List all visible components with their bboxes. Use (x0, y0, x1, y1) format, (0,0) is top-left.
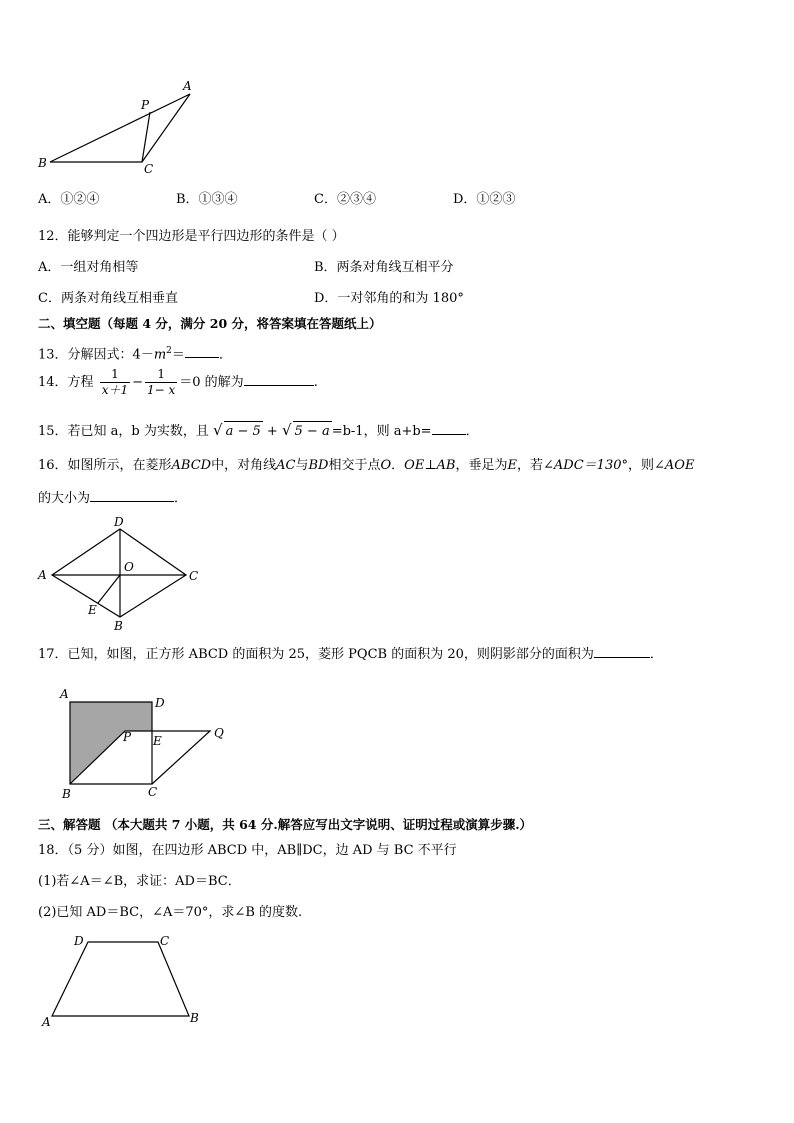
q12-option-d: D．一对邻角的和为 180° (314, 291, 464, 306)
trapezoid-abcd (52, 942, 189, 1016)
label-b: B (38, 156, 47, 170)
q11-option-a: A．①②④ (38, 192, 100, 207)
q14-fraction-2: $\frac{1}{1- x}$ (147, 367, 176, 397)
label-b: B (190, 1011, 199, 1025)
q14: 14．方程 $\frac{1}{x+1}$ − $\frac{1}{1- x}$ ＝0 的解为 . (38, 367, 318, 397)
label-a: A (183, 79, 192, 93)
q12-option-c: C．两条对角线互相垂直 (38, 291, 178, 306)
triangle-abc (50, 94, 190, 162)
section-2-heading: 二、填空题（每题 4 分，满分 20 分，将答案填在答题纸上） (38, 316, 382, 331)
label-a: A (60, 687, 69, 701)
square-rhombus-figure-q17 (40, 684, 240, 804)
q17: 17．已知，如图，正方形 ABCD 的面积为 25，菱形 PQCB 的面积为 20，则阴影部分的面积为 ． (38, 647, 663, 662)
q13: 13．分解因式：$4-m^2=$ ． (38, 346, 232, 363)
label-d: D (155, 696, 165, 710)
q14-fraction-1: $\frac{1}{x+1}$ (101, 367, 129, 397)
label-a: A (38, 568, 47, 582)
label-b: B (62, 787, 71, 801)
q18-stem: 18．（5 分）如图，在四边形 ABCD 中，AB∥DC，边 AD 与 BC 不平行 (38, 843, 457, 858)
segment-pc (142, 112, 150, 162)
q16-line-2: 的大小为 ． (38, 491, 188, 506)
q12-option-b: B．两条对角线互相平分 (314, 260, 454, 275)
label-p: P (123, 730, 132, 744)
q16-line-1: 16．如图所示，在菱形ABCD中，对角线AC与BD相交于点O．OE⊥AB，垂足为E，若∠ADC＝130°，则∠AOE (38, 458, 695, 473)
label-c: C (160, 934, 170, 948)
q12-option-a: A．一组对角相等 (38, 260, 139, 275)
q11-option-b: B．①③④ (176, 192, 238, 207)
label-o: O (124, 560, 134, 574)
q18-part-2: (2)已知 AD＝BC，∠A＝70°，求∠B 的度数. (38, 905, 303, 920)
q14-answer-blank (244, 373, 314, 386)
label-e: E (88, 603, 97, 617)
label-a: A (42, 1015, 51, 1029)
label-d: D (74, 934, 84, 948)
label-c: C (189, 569, 199, 583)
q16-answer-blank (90, 489, 174, 502)
rhombus-abcd (52, 529, 186, 617)
label-p: P (141, 98, 150, 112)
rhombus-figure-q16 (30, 512, 210, 634)
q11-option-c: C．②③④ (314, 192, 376, 207)
q18-part-1: (1)若∠A＝∠B，求证：AD＝BC． (38, 874, 241, 889)
label-b: B (114, 619, 123, 633)
segment-oe (98, 575, 120, 603)
label-c: C (148, 785, 158, 799)
q15-answer-blank (432, 422, 466, 435)
q12-stem: 12．能够判定一个四边形是平行四边形的条件是（ ） (38, 229, 345, 244)
label-d: D (114, 515, 124, 529)
label-c: C (144, 162, 154, 176)
q13-answer-blank (185, 345, 219, 358)
triangle-figure-q11 (30, 76, 210, 176)
q15: 15．若已知 a，b 为实数，且 √ a − 5 + √ 5 − a =b-1，则 a+b= ． (38, 420, 479, 442)
q11-option-d: D．①②③ (453, 192, 516, 207)
label-q: Q (214, 726, 224, 740)
section-3-heading: 三、解答题 （本大题共 7 小题，共 64 分.解答应写出文字说明、证明过程或演算步骤.） (38, 817, 533, 832)
label-e: E (153, 734, 162, 748)
trapezoid-figure-q18 (34, 930, 214, 1030)
q17-answer-blank (594, 645, 650, 658)
